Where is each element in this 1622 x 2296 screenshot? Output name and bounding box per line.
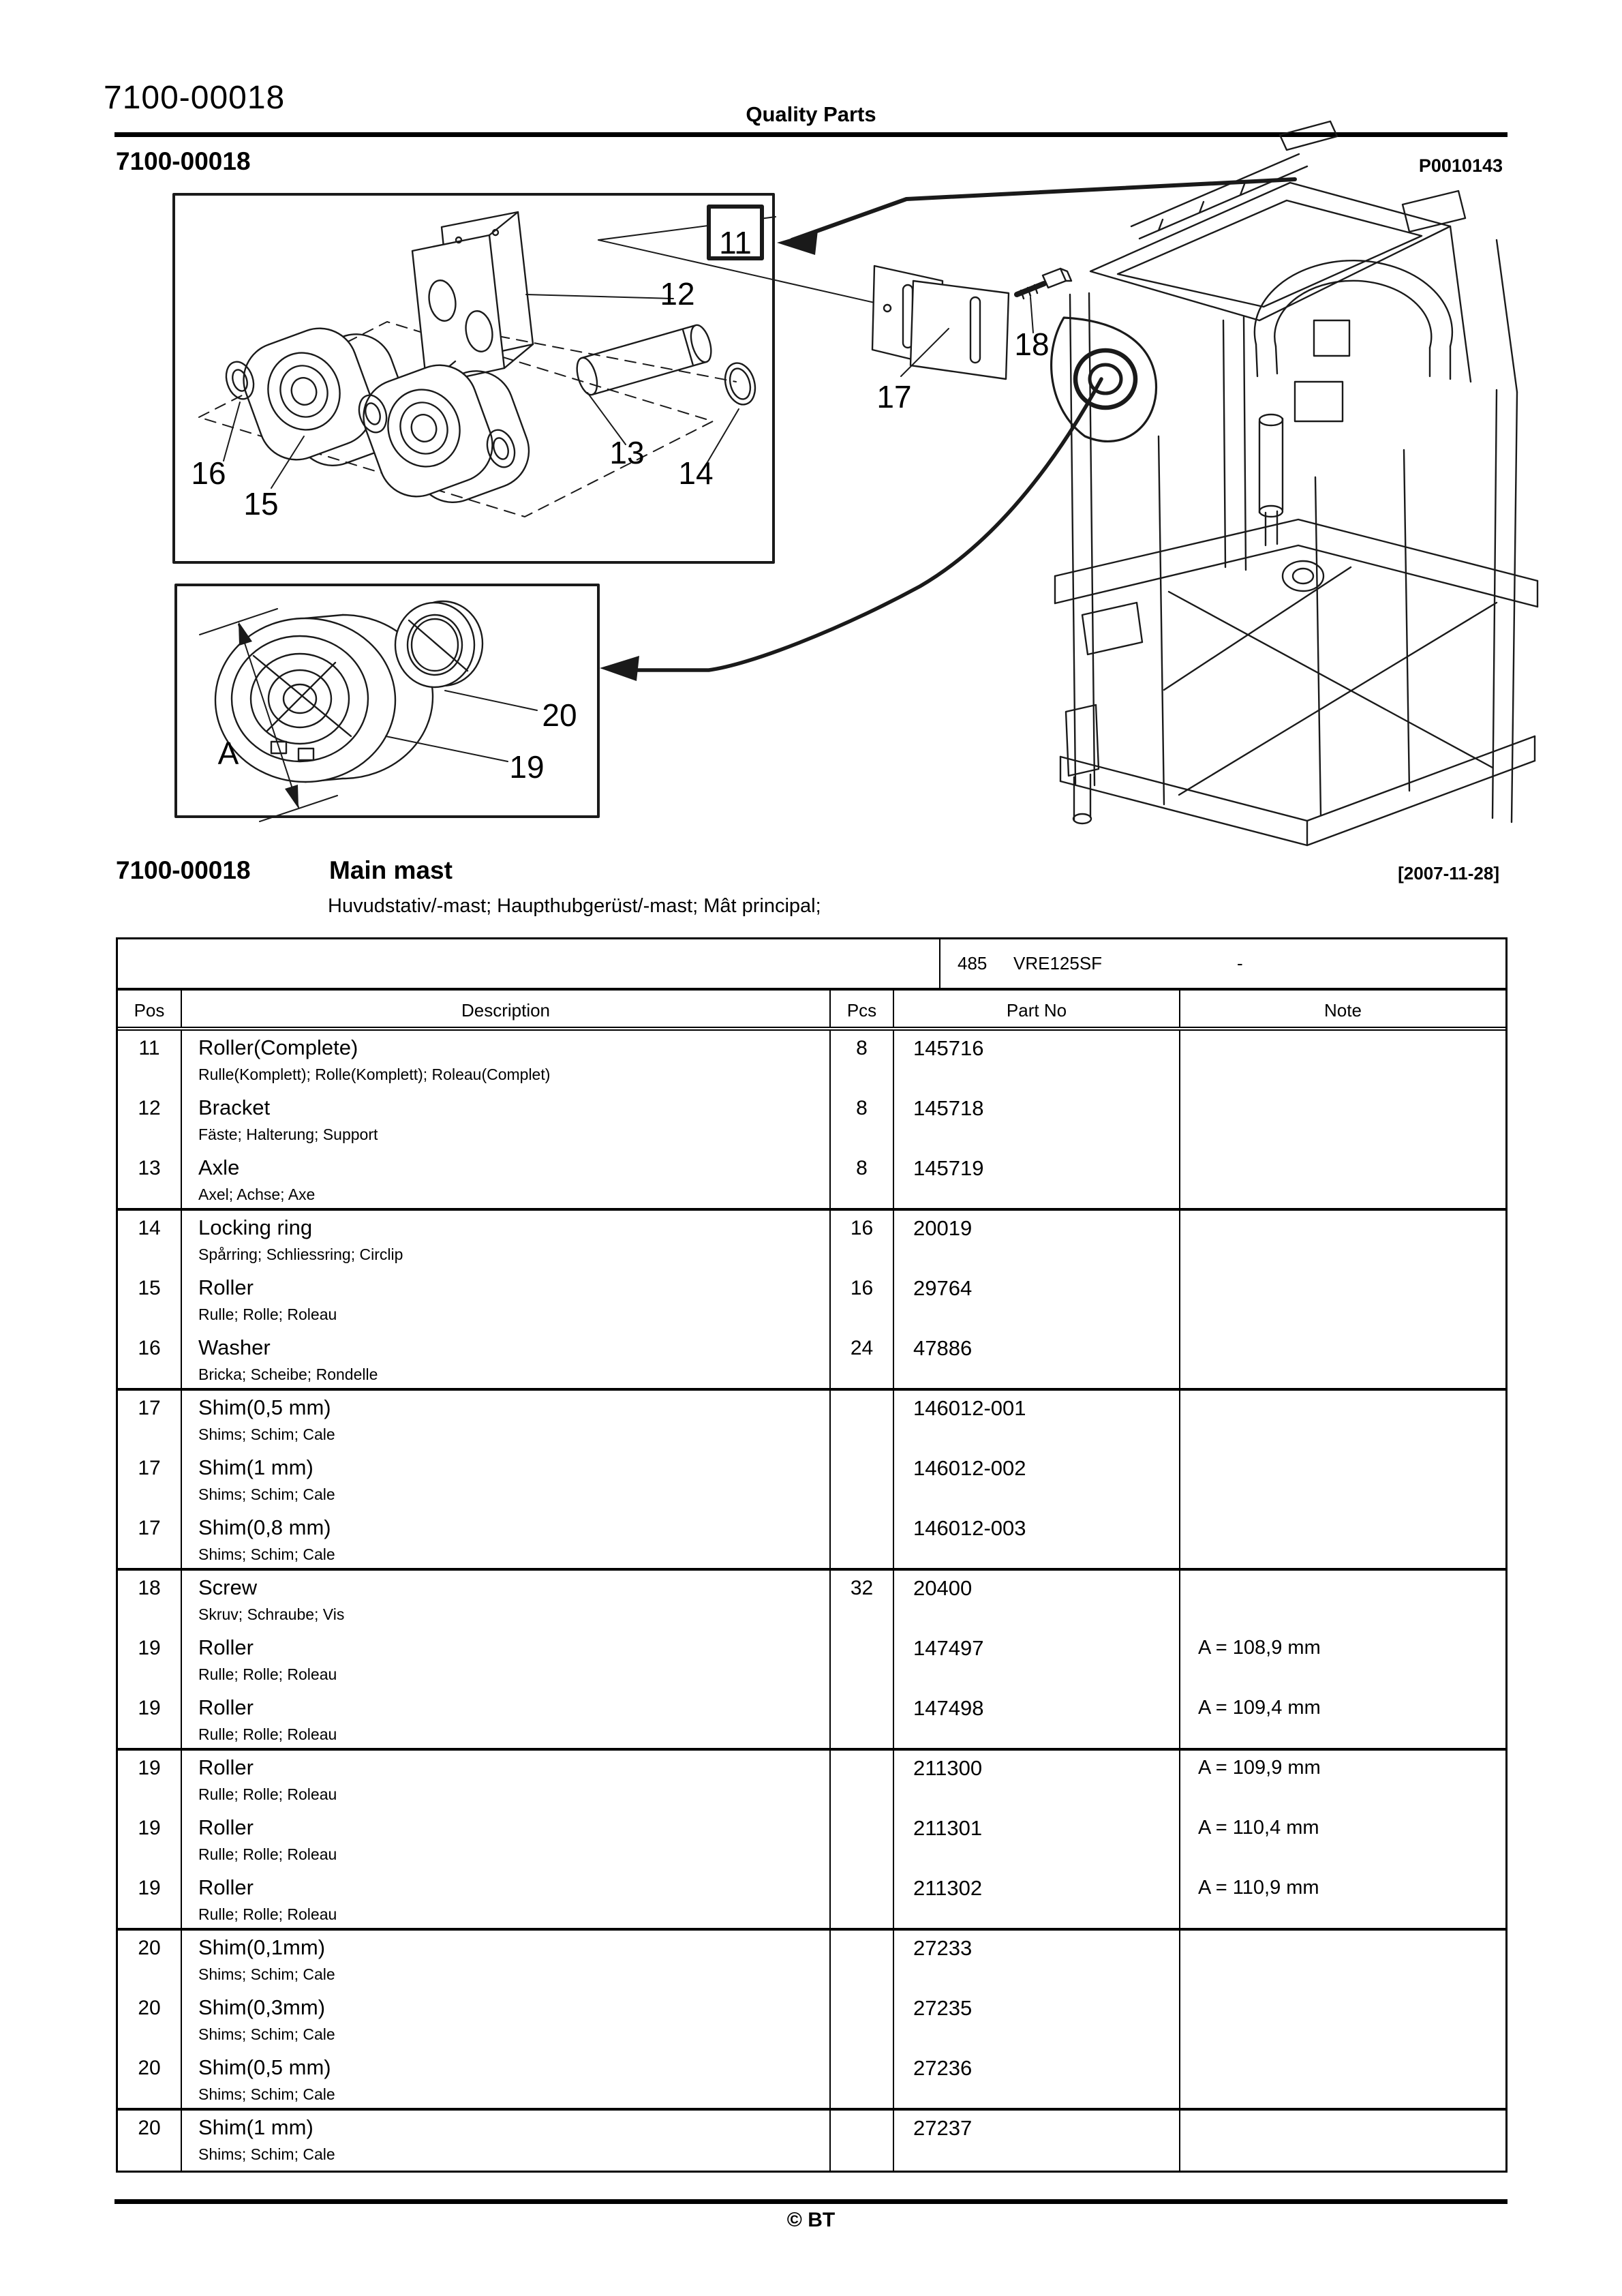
description-main: Roller [198,1875,254,1899]
pcs-cell: 8 [831,1151,894,1208]
model-band [118,939,1505,991]
pcs-cell: 32 [831,1571,894,1631]
model-name: VRE125SF [1013,953,1103,973]
description-main: Shim(1 mm) [198,2115,313,2139]
description-main: Roller [198,1635,254,1659]
callout-dim-a: A [217,736,239,771]
description-cell [182,1271,831,1331]
pos-cell: 15 [118,1271,182,1331]
description-sub: Shims; Schim; Cale [198,2145,335,2163]
note-cell [1180,1571,1505,1631]
footer-copyright: © BT [786,2209,836,2231]
description-cell [182,1751,831,1811]
description-main: Roller [198,1695,254,1719]
section-code: 7100-00018 [116,856,251,884]
pcs-cell [831,2111,894,2171]
description-cell [182,1871,831,1928]
callout-11: 11 [719,225,752,260]
part-no-cell: 27237 [894,2111,1180,2171]
col-header-description: Description [182,991,831,1027]
part-screw [1017,269,1071,299]
table-row [118,1811,1505,1871]
description-cell [182,1571,831,1631]
description-cell [182,2051,831,2108]
col-header-note: Note [1324,1000,1362,1021]
description-cell [182,2111,831,2171]
part-no-cell: 20400 [894,1571,1180,1631]
description-main: Bracket [198,1096,271,1119]
description-main: Roller [198,1755,254,1779]
footer-rule [114,2199,1508,2204]
description-cell [182,1331,831,1388]
pos-cell: 11 [118,1031,182,1091]
callout-19: 19 [509,749,545,785]
section-subtitle: Huvudstativ/-mast; Haupthubgerüst/-mast; Mât principal; [328,895,821,917]
part-no-cell: 146012-002 [894,1451,1180,1511]
roller-detail [200,601,537,821]
part-no-cell: 146012-001 [894,1391,1180,1451]
note-cell [1180,1151,1505,1208]
table-row [118,1391,1505,1451]
description-sub: Rulle(Komplett); Rolle(Komplett); Roleau(Complet) [198,1066,551,1083]
description-sub: Rulle; Rolle; Roleau [198,1725,337,1743]
col-header-pos: Pos [118,991,182,1027]
section-title: Main mast [329,856,453,884]
pcs-cell [831,1391,894,1451]
note-cell: A = 109,4 mm [1198,1697,1321,1719]
pcs-cell: 16 [831,1211,894,1271]
table-row [118,1631,1505,1691]
note-cell: A = 110,4 mm [1198,1817,1319,1839]
part-shims [872,266,1009,379]
pos-cell: 20 [118,2111,182,2171]
note-cell [1180,1991,1505,2051]
pos-cell: 13 [118,1151,182,1208]
table-row [118,1091,1505,1151]
note-cell [1180,2051,1505,2108]
pos-cell: 14 [118,1211,182,1271]
callout-13: 13 [609,435,645,470]
part-no-cell: 146012-003 [894,1511,1180,1568]
col-header-part-no: Part No [894,991,1180,1027]
description-main: Roller [198,1815,254,1839]
part-no-cell: 211302 [894,1871,1180,1928]
part-no-cell: 147497 [894,1631,1180,1691]
description-sub: Rulle; Rolle; Roleau [198,1845,337,1863]
description-cell [182,1451,831,1511]
model-code: 485 [958,953,988,973]
note-cell: A = 109,9 mm [1198,1757,1321,1779]
col-header-pcs: Pcs [831,991,894,1027]
pcs-cell [831,1811,894,1871]
pcs-cell: 24 [831,1331,894,1388]
part-no-cell: 29764 [894,1271,1180,1331]
description-sub: Shims; Schim; Cale [198,1965,335,1983]
description-sub: Rulle; Rolle; Roleau [198,1305,337,1323]
column-header-row [118,991,1505,1031]
table-row [118,1331,1505,1391]
pos-cell: 20 [118,1931,182,1991]
pcs-cell [831,2051,894,2108]
part-no-cell: 211301 [894,1811,1180,1871]
description-sub: Shims; Schim; Cale [198,2085,335,2103]
section-title-row [116,856,453,885]
model-serial: - [1237,953,1243,973]
callout-20: 20 [542,697,577,733]
description-cell [182,1391,831,1451]
pos-cell: 16 [118,1331,182,1388]
table-row [118,1691,1505,1751]
table-row [118,1211,1505,1271]
description-sub: Rulle; Rolle; Roleau [198,1665,337,1683]
pos-cell: 19 [118,1811,182,1871]
description-main: Locking ring [198,1215,313,1239]
description-main: Axle [198,1155,240,1179]
part-no-cell: 27236 [894,2051,1180,2108]
description-cell [182,1211,831,1271]
note-cell [1180,2111,1505,2171]
note-cell [1180,1031,1505,1091]
description-cell [182,1511,831,1568]
description-cell [182,1091,831,1151]
description-main: Screw [198,1575,258,1599]
description-cell [182,1151,831,1208]
pos-cell: 17 [118,1391,182,1451]
part-no-cell: 147498 [894,1691,1180,1748]
pcs-cell: 8 [831,1091,894,1151]
pos-cell: 20 [118,2051,182,2108]
pcs-cell: 16 [831,1271,894,1331]
table-row [118,1151,1505,1211]
description-main: Shim(0,1mm) [198,1935,326,1959]
mast-drawing [1052,121,1537,845]
table-row [118,1991,1505,2051]
pos-cell: 20 [118,1991,182,2051]
part-roller-b [353,354,539,513]
part-axle [573,323,715,397]
callout-15: 15 [243,486,279,522]
pointer-arrow-bottom [600,379,1101,681]
model-band-divider [939,939,940,988]
pcs-cell [831,1451,894,1511]
table-row [118,1511,1505,1571]
pos-cell: 18 [118,1571,182,1631]
pcs-cell [831,1751,894,1811]
parts-table [116,937,1508,2173]
part-no-cell: 27233 [894,1931,1180,1991]
table-row [118,2111,1505,2171]
description-sub: Shims; Schim; Cale [198,1545,335,1563]
description-cell [182,1811,831,1871]
description-sub: Spårring; Schliessring; Circlip [198,1245,403,1263]
table-row [118,1931,1505,1991]
description-cell [182,1991,831,2051]
part-no-cell: 211300 [894,1751,1180,1811]
note-cell [1180,1211,1505,1271]
description-sub: Shims; Schim; Cale [198,2025,335,2043]
description-main: Shim(0,5 mm) [198,2055,331,2079]
pcs-cell [831,1631,894,1691]
part-no-cell: 47886 [894,1331,1180,1388]
pcs-cell [831,1511,894,1568]
highlighted-roller [1075,350,1135,408]
pcs-cell [831,1871,894,1928]
part-no-cell: 145719 [894,1151,1180,1208]
description-main: Shim(0,8 mm) [198,1515,331,1539]
pcs-cell [831,1691,894,1748]
description-sub: Skruv; Schraube; Vis [198,1605,345,1623]
note-cell [1180,1271,1505,1331]
table-row [118,1031,1505,1091]
pos-cell: 19 [118,1871,182,1928]
description-sub: Shims; Schim; Cale [198,1425,335,1443]
callout-12: 12 [660,276,695,312]
description-cell [182,1031,831,1091]
part-no-cell: 20019 [894,1211,1180,1271]
description-sub: Bricka; Scheibe; Rondelle [198,1365,378,1383]
table-row [118,1571,1505,1631]
pos-cell: 19 [118,1631,182,1691]
description-sub: Rulle; Rolle; Roleau [198,1785,337,1803]
pcs-cell [831,1991,894,2051]
section-date: [2007-11-28] [1398,863,1499,883]
description-sub: Fäste; Halterung; Support [198,1126,378,1143]
callout-18: 18 [1014,327,1050,362]
callout-16: 16 [191,455,226,491]
description-cell [182,1931,831,1991]
description-cell [182,1631,831,1691]
note-cell [1180,1511,1505,1568]
pos-cell: 19 [118,1691,182,1748]
description-main: Shim(0,3mm) [198,1995,326,2019]
description-cell [182,1691,831,1748]
description-main: Roller(Complete) [198,1036,358,1059]
description-sub: Axel; Achse; Axe [198,1185,316,1203]
description-main: Shim(0,5 mm) [198,1395,331,1419]
table-row [118,1751,1505,1811]
pcs-cell: 8 [831,1031,894,1091]
description-main: Washer [198,1335,271,1359]
pos-cell: 19 [118,1751,182,1811]
description-sub: Shims; Schim; Cale [198,1485,335,1503]
part-locking-ring [720,359,759,408]
exploded-parts [199,212,881,517]
description-sub: Rulle; Rolle; Roleau [198,1905,337,1923]
note-cell [1180,1931,1505,1991]
pos-cell: 17 [118,1511,182,1568]
note-cell [1180,1451,1505,1511]
table-row [118,1451,1505,1511]
pointer-arrow-top [777,179,1295,255]
figure-code: P0010143 [1418,155,1503,176]
note-cell: A = 108,9 mm [1198,1637,1321,1659]
note-cell [1180,1391,1505,1451]
table-body [118,1031,1505,2171]
table-row [118,1271,1505,1331]
part-bracket [412,212,533,385]
pos-cell: 12 [118,1091,182,1151]
callout-14: 14 [678,455,714,491]
page-code-top: 7100-00018 [104,80,286,116]
pos-cell: 17 [118,1451,182,1511]
page-code-bold: 7100-00018 [116,147,251,175]
description-main: Roller [198,1275,254,1299]
table-row [118,1871,1505,1931]
description-main: Shim(1 mm) [198,1455,313,1479]
exploded-view-figure [0,0,1622,886]
part-no-cell: 145718 [894,1091,1180,1151]
part-no-cell: 27235 [894,1991,1180,2051]
note-cell [1180,1091,1505,1151]
page-header-title: Quality Parts [746,102,876,126]
pcs-cell [831,1931,894,1991]
part-no-cell: 145716 [894,1031,1180,1091]
note-cell: A = 110,9 mm [1198,1877,1319,1899]
callout-17: 17 [876,379,912,414]
note-cell [1180,1331,1505,1388]
table-row [118,2051,1505,2111]
